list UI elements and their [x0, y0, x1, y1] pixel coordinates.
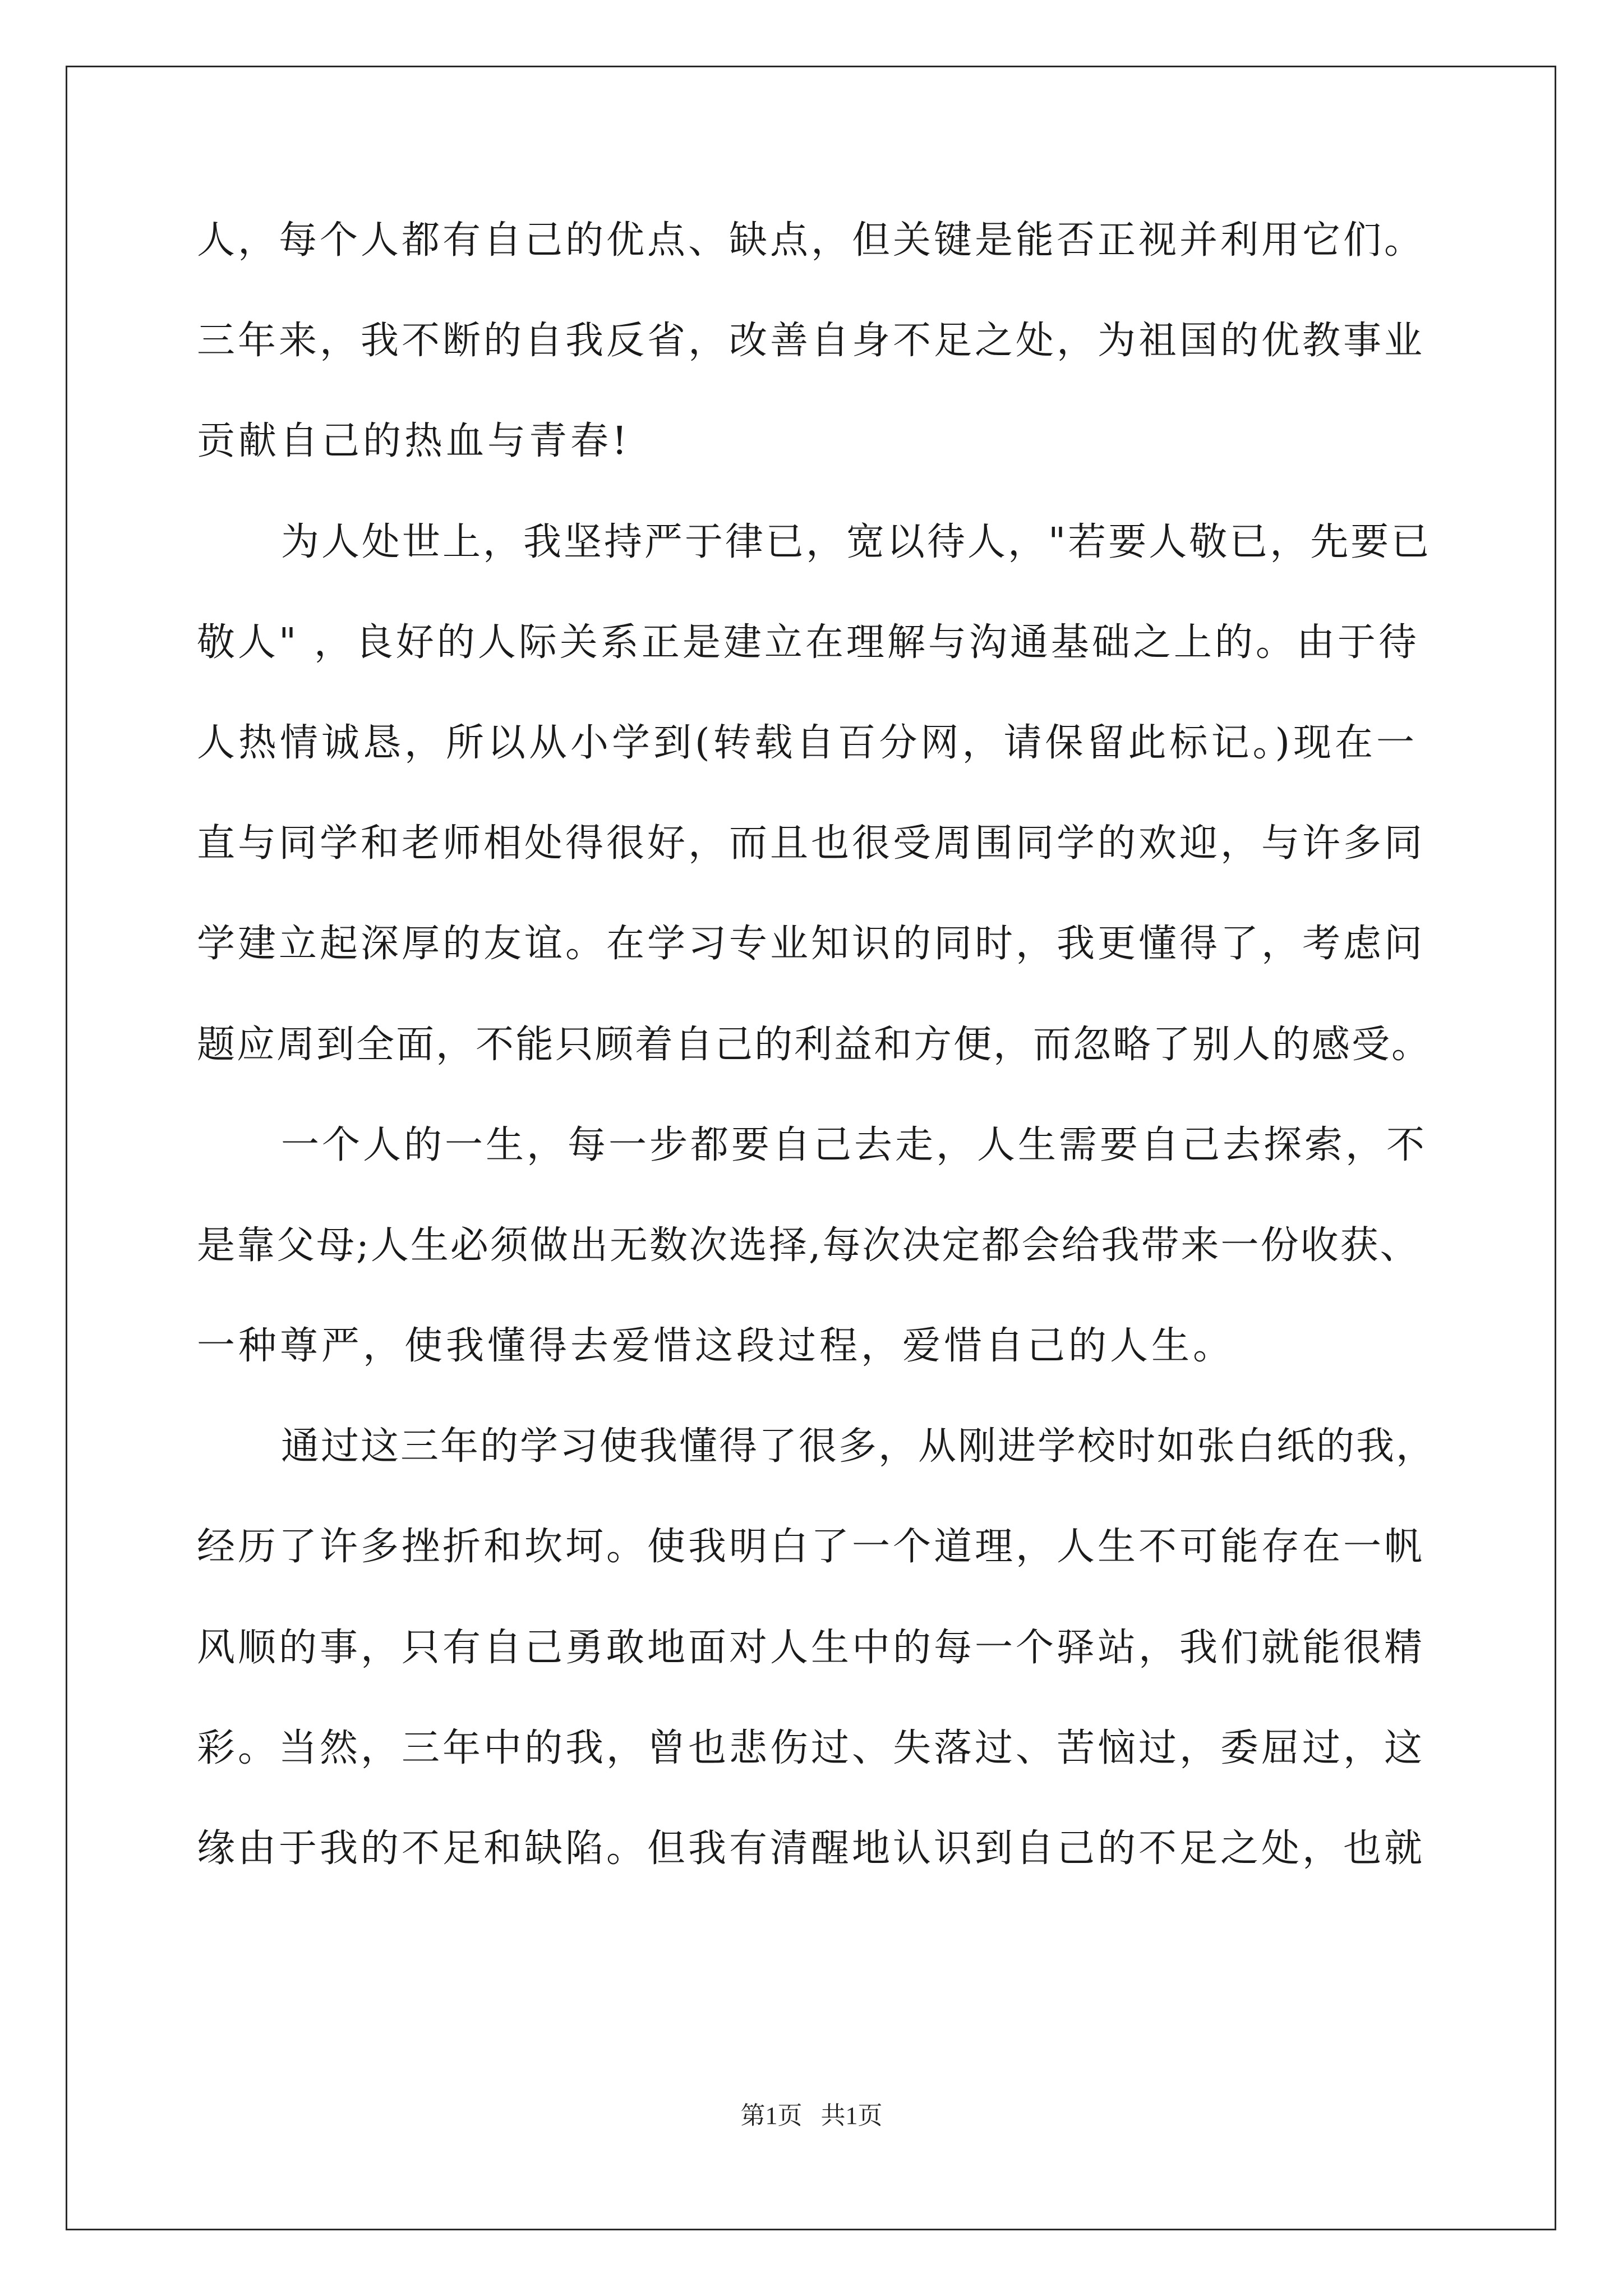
paragraph-line: 贡献自己的热血与青春!: [197, 419, 631, 463]
paragraph-line: 通过这三年的学习使我懂得了很多，从刚进学校时如张白纸的我，: [281, 1424, 1436, 1469]
paragraph-line: 题应周到全面，不能只顾着自己的利益和方便，而忽略了别人的感受。: [197, 1023, 1432, 1067]
paragraph-line: 缘由于我的不足和缺陷。但我有清醒地认识到自己的不足之处，也就: [197, 1826, 1426, 1871]
paragraph-line: 三年来，我不断的自我反省，改善自身不足之处，为祖国的优教事业: [197, 319, 1426, 363]
paragraph-line: 敬人" ，良好的人际关系正是建立在理解与沟通基础之上的。由于待: [197, 620, 1419, 665]
paragraph-line: 一种尊严，使我懂得去爱惜这段过程，爱惜自己的人生。: [197, 1324, 1235, 1368]
paragraph-line: 直与同学和老师相处得很好，而且也很受周围同学的欢迎，与许多同: [197, 821, 1426, 866]
paragraph-line: 学建立起深厚的友谊。在学习专业知识的同时，我更懂得了，考虑问: [197, 922, 1426, 966]
paragraph-line: 人，每个人都有自己的优点、缺点，但关键是能否正视并利用它们。: [197, 218, 1426, 263]
paragraph-line: 经历了许多挫折和坎坷。使我明白了一个道理，人生不可能存在一帆: [197, 1525, 1426, 1569]
paragraph-line: 人热情诚恳，所以从小学到(转载自百分网，请保留此标记。)现在一: [197, 721, 1418, 765]
page-number-footer: 第1页 共1页: [740, 2102, 883, 2129]
paragraph-line: 为人处世上，我坚持严于律已，宽以待人，"若要人敬已，先要已: [281, 520, 1432, 564]
paragraph-line: 是靠父母;人生必须做出无数次选择,每次决定都会给我带来一份收获、: [197, 1223, 1420, 1268]
paragraph-line: 风顺的事，只有自己勇敢地面对人生中的每一个驿站，我们就能很精: [197, 1626, 1426, 1670]
paragraph-line: 彩。当然，三年中的我，曾也悲伤过、失落过、苦恼过，委屈过，这: [197, 1726, 1426, 1770]
paragraph-line: 一个人的一生，每一步都要自己去走，人生需要自己去探索，不: [281, 1123, 1428, 1167]
